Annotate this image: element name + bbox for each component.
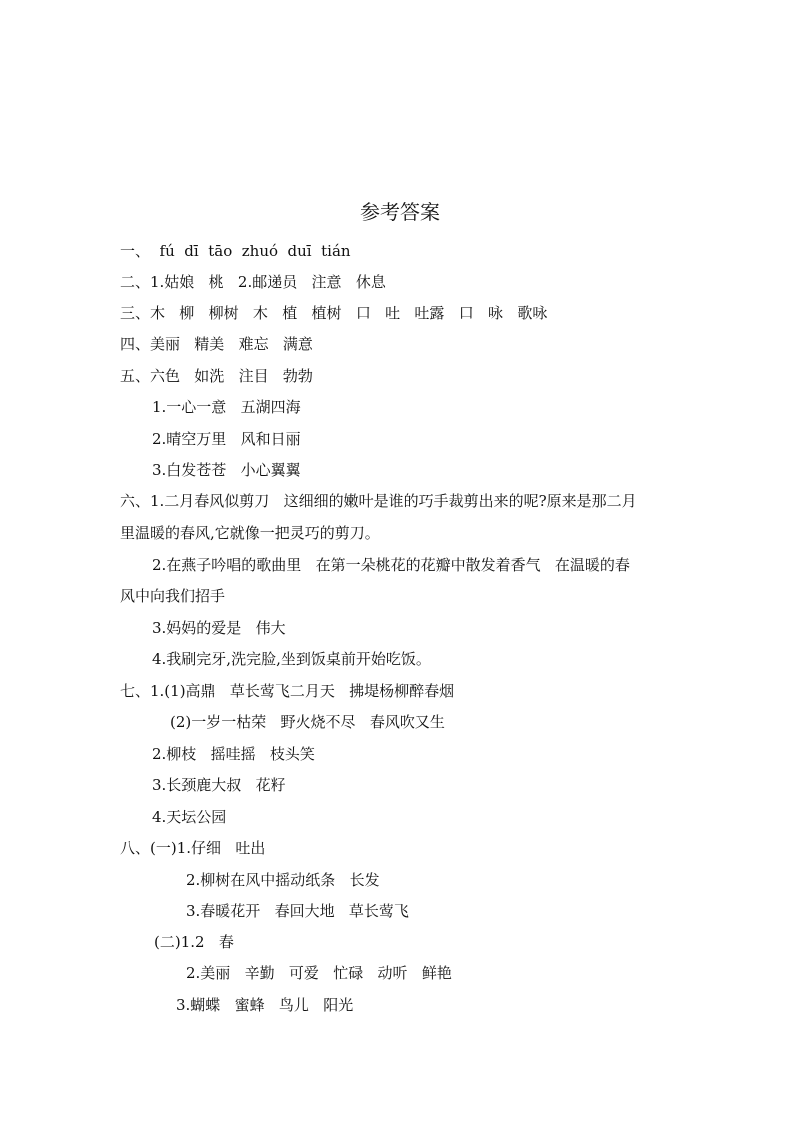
answer-line-7: 2.晴空万里 风和日丽	[152, 430, 301, 448]
answer-line-3: 三、木 柳 柳树 木 植 植树 口 吐 吐露 口 咏 歌咏	[120, 304, 548, 322]
answer-line-19: 4.天坛公园	[152, 808, 227, 826]
answer-line-15: 七、1.(1)高鼎 草长莺飞二月天 拂堤杨柳醉春烟	[120, 682, 455, 700]
answer-line-6: 1.一心一意 五湖四海	[152, 398, 301, 416]
answer-line-12: 风中向我们招手	[120, 587, 226, 605]
answer-line-8: 3.白发苍苍 小心翼翼	[152, 461, 301, 479]
answer-line-13: 3.妈妈的爱是 伟大	[152, 619, 286, 637]
answer-line-5: 五、六色 如洗 注目 勃勃	[120, 367, 313, 385]
answer-line-20: 八、(一)1.仔细 吐出	[120, 839, 266, 857]
answer-line-14: 4.我刷完牙,洗完脸,坐到饭桌前开始吃饭。	[152, 650, 431, 668]
answer-line-25: 3.蝴蝶 蜜蜂 鸟儿 阳光	[176, 996, 354, 1014]
answer-line-24: 2.美丽 辛勤 可爱 忙碌 动听 鲜艳	[186, 964, 452, 982]
answer-line-22: 3.春暖花开 春回大地 草长莺飞	[186, 902, 409, 920]
answer-line-11: 2.在燕子吟唱的歌曲里 在第一朵桃花的花瓣中散发着香气 在温暖的春	[152, 556, 630, 574]
page-title: 参考答案	[360, 200, 440, 224]
answer-line-2: 二、1.姑娘 桃 2.邮递员 注意 休息	[120, 273, 386, 291]
answer-line-23: (二)1.2 春	[154, 933, 234, 951]
answer-line-1: 一、 fú dī tāo zhuó duī tián	[120, 242, 351, 260]
answer-line-9: 六、1.二月春风似剪刀 这细细的嫩叶是谁的巧手裁剪出来的呢?原来是那二月	[120, 492, 637, 510]
answer-line-18: 3.长颈鹿大叔 花籽	[152, 776, 286, 794]
answer-line-10: 里温暖的春风,它就像一把灵巧的剪刀。	[120, 524, 380, 542]
answer-line-21: 2.柳树在风中摇动纸条 长发	[186, 871, 380, 889]
answer-line-16: (2)一岁一枯荣 野火烧不尽 春风吹又生	[170, 713, 445, 731]
answer-line-4: 四、美丽 精美 难忘 满意	[120, 335, 313, 353]
answer-line-17: 2.柳枝 摇哇摇 枝头笑	[152, 745, 315, 763]
